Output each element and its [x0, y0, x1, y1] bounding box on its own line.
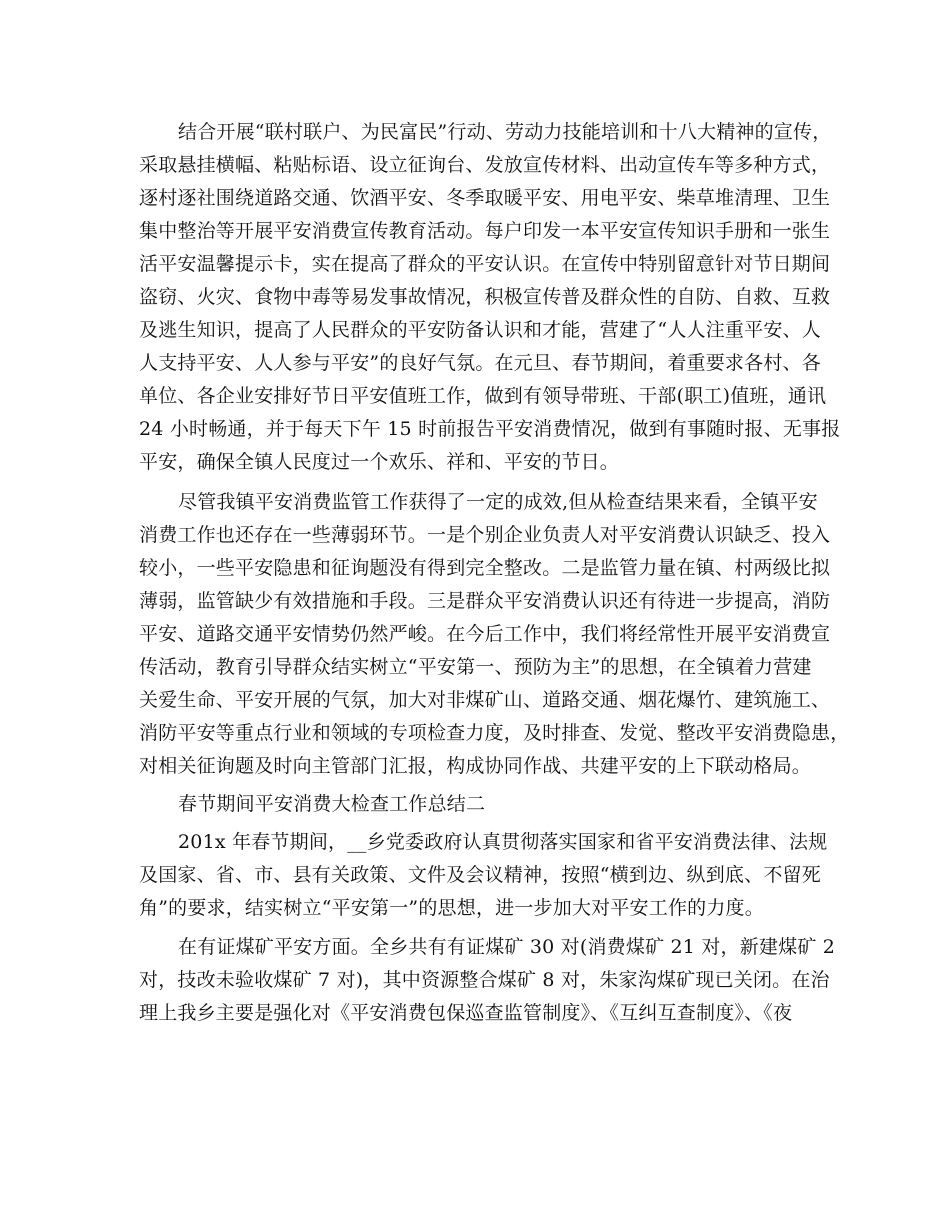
text-line: 平安、道路交通平安情势仍然严峻。在今后工作中，我们将经常性开展平安消费宣 — [139, 623, 831, 645]
text-line: 消防平安等重点行业和领域的专项检查力度，及时排查、发觉、整改平安消费隐患， — [139, 722, 850, 744]
text-line: 及逃生知识，提高了人民群众的平安防备认识和才能，营建了“人人注重平安、人 — [139, 319, 821, 341]
text-line: 集中整治等开展平安消费宣传教育活动。每户印发一本平安宣传知识手册和一张生 — [139, 220, 831, 242]
text-line: 201x 年春节期间，__乡党委政府认真贯彻落实国家和省平安消费法律、法规 — [178, 831, 828, 853]
text-line: 人支持平安、人人参与平安”的良好气氛。在元旦、春节期间，着重要求各村、各 — [139, 352, 821, 374]
text-line: 对相关征询题及时向主管部门汇报，构成协同作战、共建平安的上下联动格局。 — [139, 755, 812, 777]
text-line: 关爱生命、平安开展的气氛，加大对非煤矿山、道路交通、烟花爆竹、建筑施工、 — [139, 689, 831, 711]
text-line: 消费工作也还存在一些薄弱环节。一是个别企业负责人对平安消费认识缺乏、投入 — [139, 524, 831, 546]
text-line: 及国家、省、市、县有关政策、文件及会议精神，按照“横到边、纵到底、不留死 — [139, 864, 821, 886]
text-line: 薄弱，监管缺少有效措施和手段。三是群众平安消费认识还有待进一步提高，消防 — [139, 590, 831, 612]
text-line: 逐村逐社围绕道路交通、饮酒平安、冬季取暖平安、用电平安、柴草堆清理、卫生 — [139, 187, 831, 209]
text-line: 对，技改未验收煤矿 7 对)，其中资源整合煤矿 8 对，朱家沟煤矿现已关闭。在治 — [139, 969, 830, 991]
text-line: 采取悬挂横幅、粘贴标语、设立征询台、发放宣传材料、出动宣传车等多种方式， — [139, 154, 831, 176]
text-line: 平安，确保全镇人民度过一个欢乐、祥和、平安的节日。 — [139, 451, 620, 473]
text-line: 角”的要求，结实树立“平安第一”的思想，进一步加大对平安工作的力度。 — [139, 897, 764, 919]
text-line: 24 小时畅通，并于每天下午 15 时前报告平安消费情况，做到有事随时报、无事报 — [139, 418, 841, 440]
section-heading: 春节期间平安消费大检查工作总结二 — [178, 793, 486, 815]
text-line: 盗窃、火灾、食物中毒等易发事故情况，积极宣传普及群众性的自防、自救、互救 — [139, 286, 831, 308]
text-line: 活平安温馨提示卡，实在提高了群众的平安认识。在宣传中特别留意针对节日期间 — [139, 253, 831, 275]
text-line: 尽管我镇平安消费监管工作获得了一定的成效,但从检查结果来看，全镇平安 — [178, 491, 818, 513]
text-line: 单位、各企业安排好节日平安值班工作，做到有领导带班、干部(职工)值班，通讯 — [139, 385, 827, 407]
text-line: 传活动，教育引导群众结实树立“平安第一、预防为主”的思想，在全镇着力营建 — [139, 656, 812, 678]
text-line: 较小，一些平安隐患和征询题没有得到完全整改。二是监管力量在镇、村两级比拟 — [139, 557, 831, 579]
text-line: 在有证煤矿平安方面。全乡共有有证煤矿 30 对(消费煤矿 21 对，新建煤矿 2 — [178, 936, 836, 958]
text-line: 结合开展“联村联户、为民富民”行动、劳动力技能培训和十八大精神的宣传， — [178, 121, 832, 143]
text-line: 理上我乡主要是强化对《平安消费包保巡查监管制度》、《互纠互查制度》、《夜 — [139, 1002, 793, 1024]
